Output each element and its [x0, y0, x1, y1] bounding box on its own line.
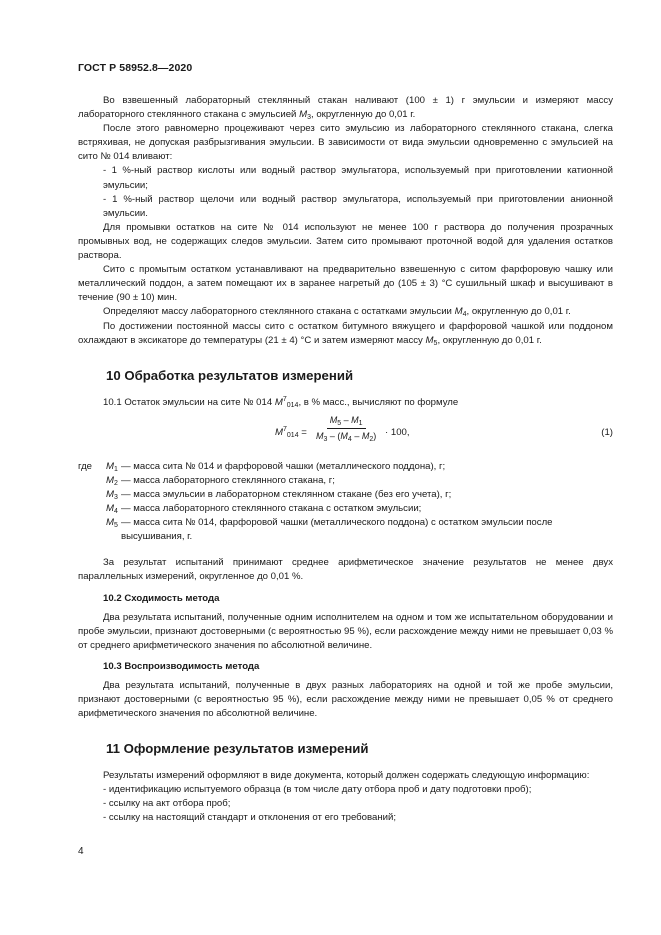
formula-number: (1) — [601, 426, 613, 438]
list-item-sampling-act: - ссылку на акт отбора проб; — [103, 798, 231, 810]
formula-numerator: $M_5 - M_1$ — [327, 414, 366, 429]
formula-multiplier: · 100, — [385, 426, 410, 438]
paragraph-repeatability: Два результата испытаний, полученные одним исполнителем на одном и том же испытательном оборудовании и пробе эмульсии, признают достоверными (с вероятностью 95 %), если расхождение между ними не превышает 0,03 % от среднего арифметического значения по абсолютной величине. — [78, 611, 613, 651]
list-item-alkali: - 1 %-ный раствор щелочи или водный раствор эмульгатора, используемый при приготовлении анионной эмульсии. — [103, 193, 613, 219]
list-item-acid: - 1 %-ный раствор кислоты или водный раствор эмульгатора, используемый при приготовлении катионной эмульсии; — [103, 165, 613, 191]
definition-m5: $M_5$ — масса сита № 014, фарфоровой чашки (металлического поддона) с остатком эмульсии после высушивания, г. — [106, 517, 553, 543]
definition-m1: где $M_1$ — масса сита № 014 и фарфоровой чашки (металлического поддона), г; — [78, 460, 446, 473]
paragraph-pour-emulsion: Во взвешенный лабораторный стеклянный стакан наливают (100 ± 1) г эмульсии и измеряют массу лабораторного стеклянного стакана с эмульсией $M_3$, округленную до 0,01 г. — [78, 95, 613, 122]
section-10-title: 10 Обработка результатов измерений — [106, 367, 354, 383]
list-item-standard-reference: - ссылку на настоящий стандарт и отклонения от его требований; — [103, 812, 397, 824]
paragraph-reproducibility: Два результата испытаний, полученные в двух разных лабораториях на одной и той же пробе эмульсии, признают достоверными (с вероятностью 95 %), если расхождение между ними не превышает 0,05 % от среднего арифметического значения по абсолютной величине. — [78, 679, 613, 719]
paragraph-dry: Сито с промытым остатком устанавливают на предварительно взвешенную с ситом фарфоровую чашку или металлический поддон, а затем помещают их в заранее нагретый до (105 ± 3) °С сушильный шкаф и высушивают в течение (90 ± 10) мин. — [78, 264, 613, 304]
paragraph-result: За результат испытаний принимают среднее арифметическое значение результатов не менее двух параллельных измерений, округленное до 0,01 %. — [78, 557, 613, 583]
definition-m3: $M_3$ — масса эмульсии в лабораторном стеклянном стакане (без его учета), г; — [106, 488, 452, 501]
paragraph-report-intro: Результаты измерений оформляют в виде документа, который должен содержать следующую информацию: — [103, 770, 590, 782]
formula-intro: 10.1 Остаток эмульсии на сите № 014 $M^7_{014}$, в % масс., вычисляют по формуле — [103, 395, 459, 409]
paragraph-rinse: Для промывки остатков на сите № 014 используют не менее 100 г раствора до получения прозрачных промывных вод, не содержащих следов эмульсии. Затем сито промывают проточной водой для удаления остатков раствора. — [78, 221, 613, 262]
page-number: 4 — [78, 846, 84, 857]
list-item-identification: - идентификацию испытуемого образца (в том числе дату отбора проб и дату подготовки проб); — [103, 784, 532, 796]
definition-m2: $M_2$ — масса лабораторного стеклянного стакана, г; — [106, 474, 335, 487]
formula-1 — [78, 414, 613, 454]
variable-definitions — [78, 460, 613, 545]
formula-lhs: $M^7_{014}$ = — [275, 425, 307, 439]
subsection-10-2-title: 10.2 Сходимость метода — [103, 592, 220, 604]
page-content — [78, 94, 613, 825]
subsection-10-3-title: 10.3 Воспроизводимость метода — [103, 660, 260, 672]
paragraph-strain: После этого равномерно процеживают через сито эмульсию из лабораторного стеклянного стакана, слегка встряхивая, не допуская разбрызгивания эмульсии. В зависимости от вида эмульсии одновременно с эмульсией на сито № 014 вливают: — [78, 123, 613, 163]
formula-denominator: $M_3 - (M_4 - M_2)$ — [316, 430, 377, 443]
definition-m4: $M_4$ — масса лабораторного стеклянного стакана с остатком эмульсии; — [106, 503, 422, 516]
paragraph-mass-m4: Определяют массу лабораторного стеклянного стакана с остатками эмульсии $M_4$, округленную до 0,01 г. — [103, 306, 571, 319]
formula-fraction — [313, 414, 379, 443]
document-code-header: ГОСТ Р 58952.8—2020 — [78, 62, 193, 74]
paragraph-mass-m5: По достижении постоянной массы сито с остатком битумного вяжущего и фарфоровой чашкой или поддоном охлаждают в эксикаторе до температуры (21 ± 4) °С и затем измеряют массу $M_5$, округленную до 0,01 г. — [78, 320, 613, 347]
section-11-title: 11 Оформление результатов измерений — [106, 741, 369, 757]
